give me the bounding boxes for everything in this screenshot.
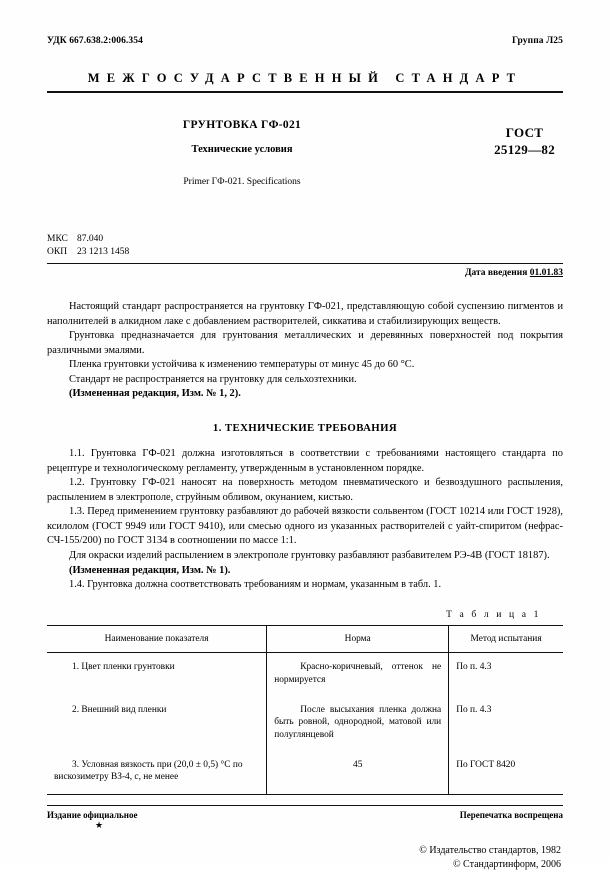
copyright-line-1: © Издательство стандартов, 1982: [419, 845, 561, 857]
intro-paragraph-3: Пленка грунтовки устойчива к изменению температуры от минус 45 до 60 °С.: [69, 359, 415, 371]
header-codes-row: [47, 36, 563, 46]
codes-rule: [47, 263, 563, 264]
column-header-norm: Норма: [267, 625, 449, 653]
table-row: [47, 751, 563, 794]
table-row: [47, 653, 563, 696]
clause-1-3-b: Для окраски изделий распылением в электрополе грунтовку разбавляют разбавителем РЭ-4В (ГОСТ 18187).: [69, 549, 550, 561]
intro-paragraphs: [47, 300, 563, 402]
cell-norm-text: 45: [353, 759, 363, 770]
cell-indicator-name-text: 2. Внешний вид пленки: [72, 704, 167, 715]
okp-label: ОКП: [47, 246, 68, 257]
introduction-date-row: [47, 268, 563, 278]
mks-row: [47, 233, 563, 246]
group-code: Группа Л25: [511, 36, 563, 46]
footer-official-edition: Издание официальное: [47, 810, 138, 821]
gost-label: ГОСТ: [505, 125, 544, 140]
cell-norm: [267, 751, 449, 794]
column-header-method: Метод испытания: [449, 625, 563, 653]
copyright-block: [47, 844, 563, 872]
gost-number-block: [494, 125, 555, 158]
udk-code: УДК 667.638.2:006.354: [47, 36, 143, 46]
star-icon: ★: [95, 820, 104, 831]
cell-method: По п. 4.3: [456, 662, 492, 673]
mks-value: 87.040: [77, 234, 104, 244]
cell-indicator-name: [47, 653, 267, 696]
specifications-table: [47, 625, 563, 795]
footer-row: [47, 810, 563, 820]
clause-1-4: 1.4. Грунтовка должна соответствовать требованиям и нормам, указанным в табл. 1.: [69, 579, 442, 591]
page-content: [47, 36, 563, 873]
section-1-clauses: [47, 447, 563, 593]
header-rule: [47, 91, 563, 93]
footer-rule: [47, 805, 563, 806]
column-header-name: Наименование показателя: [47, 625, 267, 653]
cell-norm: [267, 696, 449, 751]
table-row: [47, 696, 563, 751]
table-header: [47, 625, 563, 653]
table-body: [47, 653, 563, 794]
cell-indicator-name: [47, 751, 267, 794]
standard-kind-title: МЕЖГОСУДАРСТВЕННЫЙ СТАНДАРТ: [87, 71, 523, 85]
okp-value: 23 1213 1458: [77, 246, 130, 257]
clause-1-1: 1.1. Грунтовка ГФ-021 должна изготовляться в соответствии с требованиями настоящего стандарта по рецептуре и технологическому регламенту, утвержденным в установленном порядке.: [47, 448, 563, 474]
cell-method: По п. 4.3: [456, 704, 492, 715]
document-subtitle: Технические условия: [191, 144, 293, 155]
clause-1-3-revision-note: (Измененная редакция, Изм. № 1).: [69, 564, 231, 576]
document-title-english: Primer ГФ-021. Specifications: [183, 177, 301, 187]
title-left-column: [47, 119, 437, 155]
document-title: ГРУНТОВКА ГФ-021: [182, 119, 302, 131]
okp-row: [47, 246, 563, 259]
gost-number: 25129—82: [494, 141, 555, 157]
section-1-heading: 1. ТЕХНИЧЕСКИЕ ТРЕБОВАНИЯ: [212, 422, 398, 434]
cell-method: По ГОСТ 8420: [456, 759, 516, 770]
mks-label: МКС: [47, 234, 68, 244]
introduction-date-value: 01.01.83: [529, 268, 563, 279]
intro-paragraph-2: Грунтовка предназначается для грунтования металлических и деревянных поверхностей под покрытия различными эмалями.: [47, 330, 563, 356]
copyright-line-2: © Стандартинформ, 2006: [452, 859, 561, 871]
cell-norm-text: Красно-коричневый, оттенок не нормируется: [274, 662, 442, 685]
intro-paragraph-1: Настоящий стандарт распространяется на грунтовку ГФ-021, представляющую собой суспензию пигментов и наполнителей в алкидном лаке с добавлением растворителей, сиккатива и стабилизирующих веществ.: [47, 301, 563, 327]
clause-1-2: 1.2. Грунтовку ГФ-021 наносят на поверхность методом пневматического и безвоздушного распыления, распылением в электрополе, струйным обливом, окунанием, кистью.: [47, 477, 563, 503]
table-header-row: [47, 625, 563, 653]
intro-paragraph-4: Стандарт не распространяется на грунтовку для сельхозтехники.: [69, 373, 357, 385]
title-block: [47, 119, 563, 211]
clause-1-3: 1.3. Перед применением грунтовку разбавляют до рабочей вязкости сольвентом (ГОСТ 10214 или ГОСТ 1928), ксилолом (ГОСТ 9949 или ГОСТ 9410), или смесью одного из указанных растворителей с уайт-спиритом (нефрас-СЧ-155/200) по ГОСТ 3134 в соотношении по массе 1:1.: [47, 506, 563, 547]
cell-norm-text: После высыхания пленка должна быть ровной, однородной, матовой или полуглянцевой: [274, 704, 442, 741]
classification-codes: [47, 233, 563, 258]
cell-indicator-name-text: 1. Цвет пленки грунтовки: [72, 662, 175, 673]
intro-revision-note: (Измененная редакция, Изм. № 1, 2).: [69, 388, 241, 400]
table-bottom-rule: [47, 794, 563, 795]
footer-reprint-notice: Перепечатка воспрещена: [459, 810, 563, 821]
cell-indicator-name-text: 3. Условная вязкость при (20,0 ± 0,5) °С по вискозиметру ВЗ-4, с, не менее: [54, 759, 243, 783]
cell-norm: [267, 653, 449, 696]
introduction-date-label: Дата введения: [464, 268, 528, 279]
table-caption: Т а б л и ц а 1: [446, 608, 541, 620]
cell-indicator-name: [47, 696, 267, 751]
standard-kind-block: [47, 71, 563, 86]
